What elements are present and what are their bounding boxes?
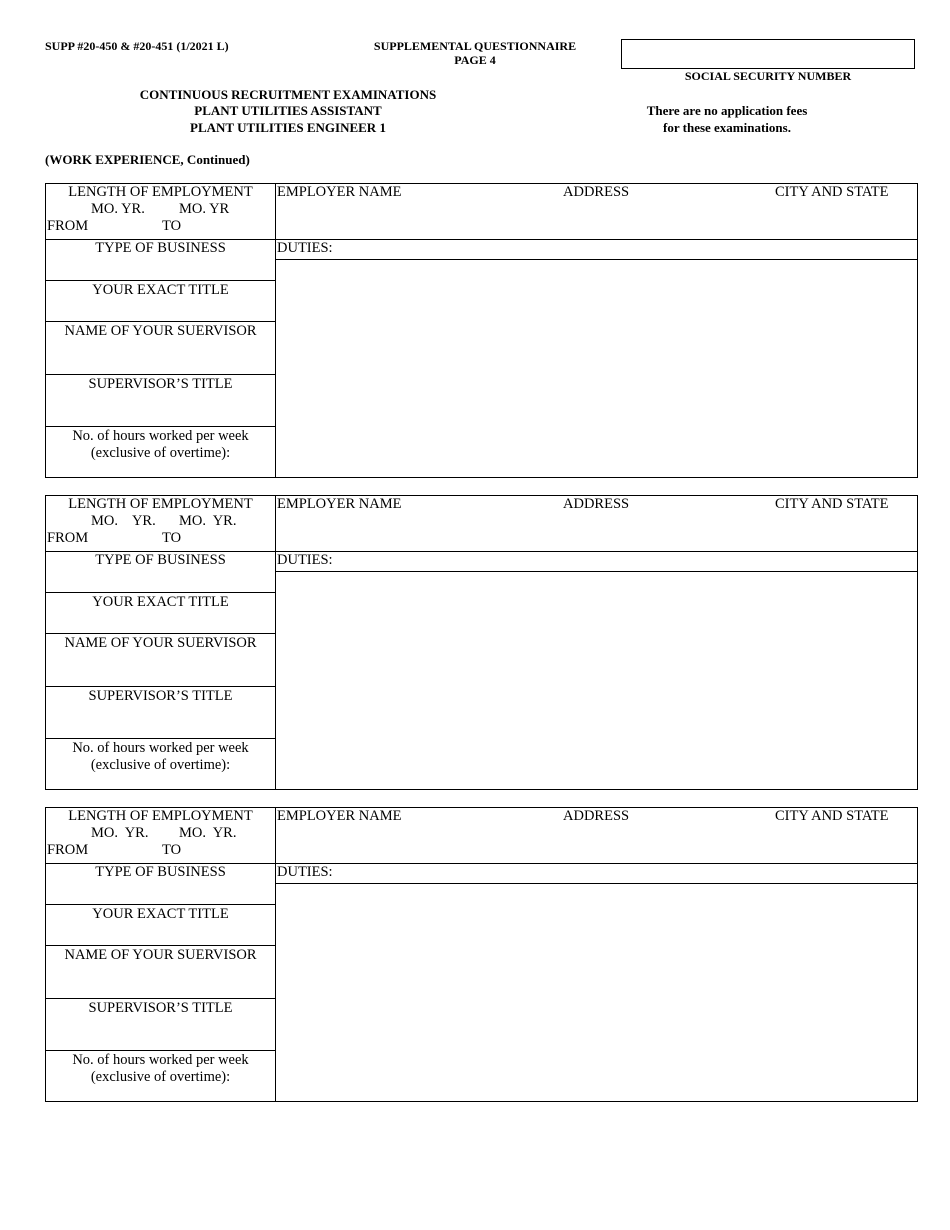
employer-name-label: EMPLOYER NAME [277, 808, 402, 824]
hours-label-2: (exclusive of overtime): [90, 1069, 231, 1085]
hours-label-2: (exclusive of overtime): [90, 757, 231, 773]
to-label: TO [162, 218, 182, 234]
duties-label: DUTIES: [277, 240, 333, 256]
duties-input[interactable] [276, 572, 925, 797]
from-label: FROM [47, 218, 89, 234]
employer-details-column [276, 496, 917, 789]
city-state-label: CITY AND STATE [775, 808, 889, 824]
fees-note-2: for these examinations. [663, 120, 791, 135]
from-label: FROM [47, 842, 89, 858]
employer-details-column [276, 808, 917, 1101]
duties-area[interactable] [276, 884, 917, 1101]
exact-title-label: YOUR EXACT TITLE [92, 594, 229, 610]
employment-info-column [46, 496, 276, 789]
length-label: LENGTH OF EMPLOYMENT [68, 808, 253, 824]
supervisor-title-cell[interactable] [46, 686, 275, 738]
supervisor-title-label: SUPERVISOR’S TITLE [88, 376, 233, 392]
section-label: (WORK EXPERIENCE, Continued) [45, 152, 250, 167]
supervisor-name-label: NAME OF YOUR SUERVISOR [64, 947, 257, 963]
exam-title-2: PLANT UTILITIES ASSISTANT [194, 103, 382, 118]
address-label: ADDRESS [563, 496, 630, 512]
supervisor-name-cell[interactable] [46, 321, 275, 374]
employer-details-column [276, 184, 917, 477]
duties-input[interactable] [276, 884, 925, 1109]
mo-yr-to: MO. YR. [179, 825, 237, 841]
ssn-label: SOCIAL SECURITY NUMBER [684, 69, 852, 83]
hours-per-week-cell[interactable] [46, 1050, 275, 1102]
mo-yr-from: MO. YR. [91, 201, 145, 217]
mo-yr-to: MO. YR. [179, 513, 237, 529]
ssn-box[interactable] [621, 39, 915, 69]
employment-info-column [46, 184, 276, 477]
hours-per-week-cell[interactable] [46, 738, 275, 790]
hours-label-1: No. of hours worked per week [72, 740, 249, 756]
employment-block [45, 807, 918, 1102]
length-label: LENGTH OF EMPLOYMENT [68, 496, 253, 512]
supervisor-name-label: NAME OF YOUR SUERVISOR [64, 323, 257, 339]
employer-row[interactable] [276, 184, 917, 239]
length-of-employment-cell[interactable] [46, 184, 275, 239]
address-label: ADDRESS [563, 808, 630, 824]
duties-label: DUTIES: [277, 552, 333, 568]
address-label: ADDRESS [563, 184, 630, 200]
type-of-business-label: TYPE OF BUSINESS [95, 552, 226, 568]
to-label: TO [162, 842, 182, 858]
length-of-employment-cell[interactable] [46, 496, 275, 551]
page-number: PAGE 4 [454, 53, 496, 67]
type-of-business-cell[interactable] [46, 863, 275, 904]
employer-divider [276, 863, 917, 864]
doc-title: SUPPLEMENTAL QUESTIONNAIRE [373, 39, 577, 53]
supervisor-title-label: SUPERVISOR’S TITLE [88, 688, 233, 704]
type-of-business-label: TYPE OF BUSINESS [95, 864, 226, 880]
form-id: SUPP #20-450 & #20-451 (1/2021 L) [45, 39, 229, 53]
duties-area[interactable] [276, 260, 917, 477]
supervisor-title-cell[interactable] [46, 998, 275, 1050]
hours-label-2: (exclusive of overtime): [90, 445, 231, 461]
hours-per-week-cell[interactable] [46, 426, 275, 478]
city-state-label: CITY AND STATE [775, 184, 889, 200]
duties-input[interactable] [276, 260, 925, 485]
employment-block [45, 495, 918, 790]
supervisor-name-cell[interactable] [46, 945, 275, 998]
mo-yr-to: MO. YR [179, 201, 230, 217]
employer-name-label: EMPLOYER NAME [277, 496, 402, 512]
length-of-employment-cell[interactable] [46, 808, 275, 863]
duties-area[interactable] [276, 572, 917, 789]
duties-label: DUTIES: [277, 864, 333, 880]
hours-label-1: No. of hours worked per week [72, 428, 249, 444]
from-label: FROM [47, 530, 89, 546]
to-label: TO [162, 530, 182, 546]
type-of-business-label: TYPE OF BUSINESS [95, 240, 226, 256]
type-of-business-cell[interactable] [46, 239, 275, 280]
exact-title-cell[interactable] [46, 904, 275, 945]
hours-label-1: No. of hours worked per week [72, 1052, 249, 1068]
employer-name-label: EMPLOYER NAME [277, 184, 402, 200]
employment-info-column [46, 808, 276, 1101]
type-of-business-cell[interactable] [46, 551, 275, 592]
exam-title-3: PLANT UTILITIES ENGINEER 1 [190, 120, 386, 135]
mo-yr-from: MO. YR. [91, 825, 149, 841]
employer-divider [276, 551, 917, 552]
supervisor-title-cell[interactable] [46, 374, 275, 426]
supervisor-title-label: SUPERVISOR’S TITLE [88, 1000, 233, 1016]
supervisor-name-cell[interactable] [46, 633, 275, 686]
employer-row[interactable] [276, 496, 917, 551]
exam-title-1: CONTINUOUS RECRUITMENT EXAMINATIONS [139, 87, 437, 102]
exact-title-label: YOUR EXACT TITLE [92, 906, 229, 922]
exact-title-cell[interactable] [46, 592, 275, 633]
employment-block [45, 183, 918, 478]
mo-yr-from: MO. YR. [91, 513, 156, 529]
city-state-label: CITY AND STATE [775, 496, 889, 512]
fees-note-1: There are no application fees [646, 103, 808, 118]
exact-title-label: YOUR EXACT TITLE [92, 282, 229, 298]
supervisor-name-label: NAME OF YOUR SUERVISOR [64, 635, 257, 651]
ssn-input[interactable] [622, 40, 920, 68]
length-label: LENGTH OF EMPLOYMENT [68, 184, 253, 200]
exact-title-cell[interactable] [46, 280, 275, 321]
employer-divider [276, 239, 917, 240]
employer-row[interactable] [276, 808, 917, 863]
